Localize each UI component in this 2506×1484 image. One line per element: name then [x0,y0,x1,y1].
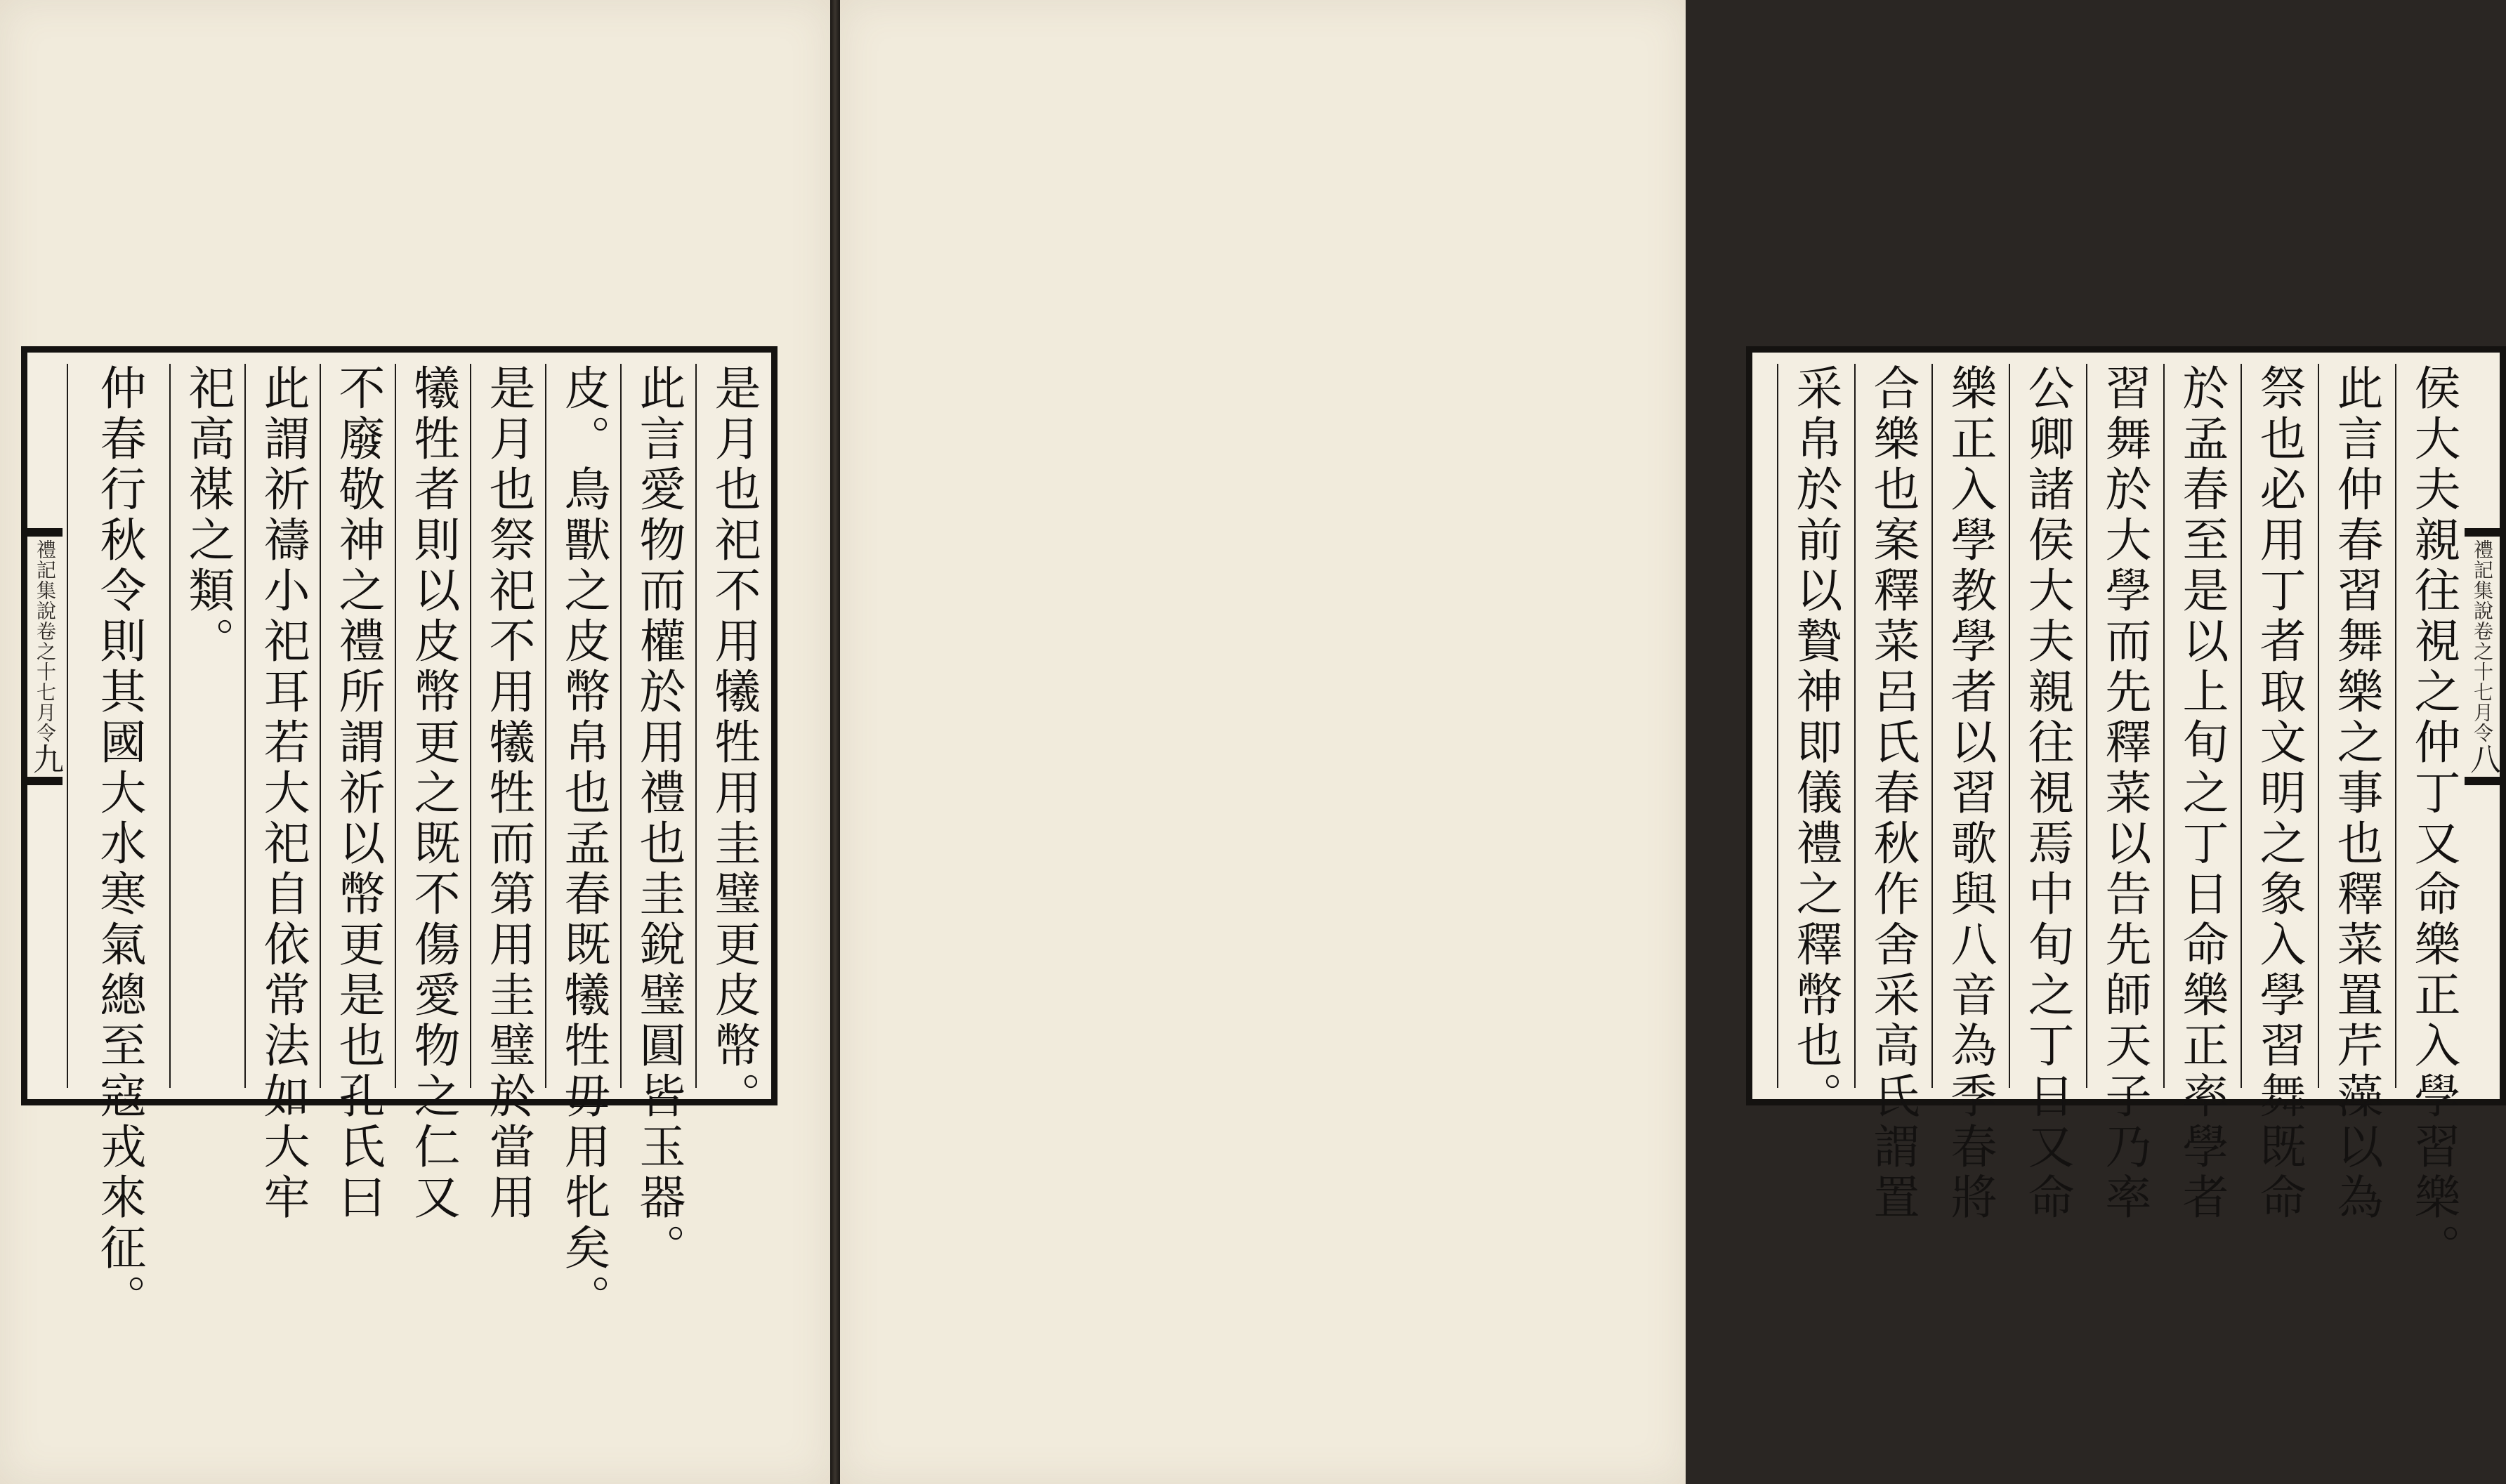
right-margin-title: 禮記集說卷之十七月令 [2471,539,2494,743]
text-column: 合樂也案釋菜呂氏春秋作舍采高氏謂置 [1854,364,1929,1088]
text-column: 此言愛物而權於用禮也圭銳璧圓皆玉器。 [620,364,695,1088]
text-column: 仲春行秋令則其國大水寒氣總至寇戎來征。 [67,364,169,1088]
text-column: 祭也必用丁者取文明之象入學習舞既命 [2241,364,2315,1088]
text-column: 習舞於大學而先釋菜以告先師天子乃率 [2086,364,2160,1088]
text-column: 皮。鳥獸之皮幣帛也孟春既犧牲毋用牝矣。 [545,364,619,1088]
text-column: 此言仲春習舞樂之事也釋菜置芹藻以為 [2318,364,2392,1088]
text-column: 樂正入學教學者以習歌與八音為季春將 [1931,364,2006,1088]
text-column: 采帛於前以贄神即儀禮之釋幣也。 [1777,364,1851,1088]
fishtail-mark-top [27,528,63,537]
right-text-frame [1746,346,2506,1274]
right-page-center-margin [2465,353,2500,1099]
fishtail-mark-bottom [2465,777,2500,785]
text-column: 犧牲者則以皮幣更之既不傷愛物之仁又 [395,364,469,1088]
left-folio-number: 九 [27,743,63,774]
left-text-frame [21,346,778,1325]
right-page [840,0,2500,1484]
binding-gutter [830,0,840,1484]
text-column: 不廢敬神之禮所謂祈以幣更是也孔氏曰 [320,364,394,1088]
left-page [0,0,832,1484]
text-column: 於孟春至是以上旬之丁日命樂正率學者 [2163,364,2238,1088]
text-column: 公卿諸侯大夫親往視焉中旬之丁日又命 [2009,364,2083,1088]
left-margin-title: 禮記集說卷之十七月令 [34,539,57,743]
text-column: 侯大夫親往視之仲丁又命樂正入學習樂。 [2395,364,2469,1088]
text-column: 是月也祀不用犧牲用圭璧更皮幣。 [695,364,770,1088]
right-folio-number: 八 [2465,743,2500,774]
fishtail-mark-top [2465,528,2500,537]
fishtail-mark-bottom [27,777,63,785]
left-page-center-margin [27,353,63,1099]
text-column: 祀高禖之類。 [169,364,244,1088]
text-column: 此謂祈禱小祀耳若大祀自依常法如大牢 [244,364,319,1088]
text-column: 是月也祭祀不用犧牲而第用圭璧於當用 [470,364,544,1088]
